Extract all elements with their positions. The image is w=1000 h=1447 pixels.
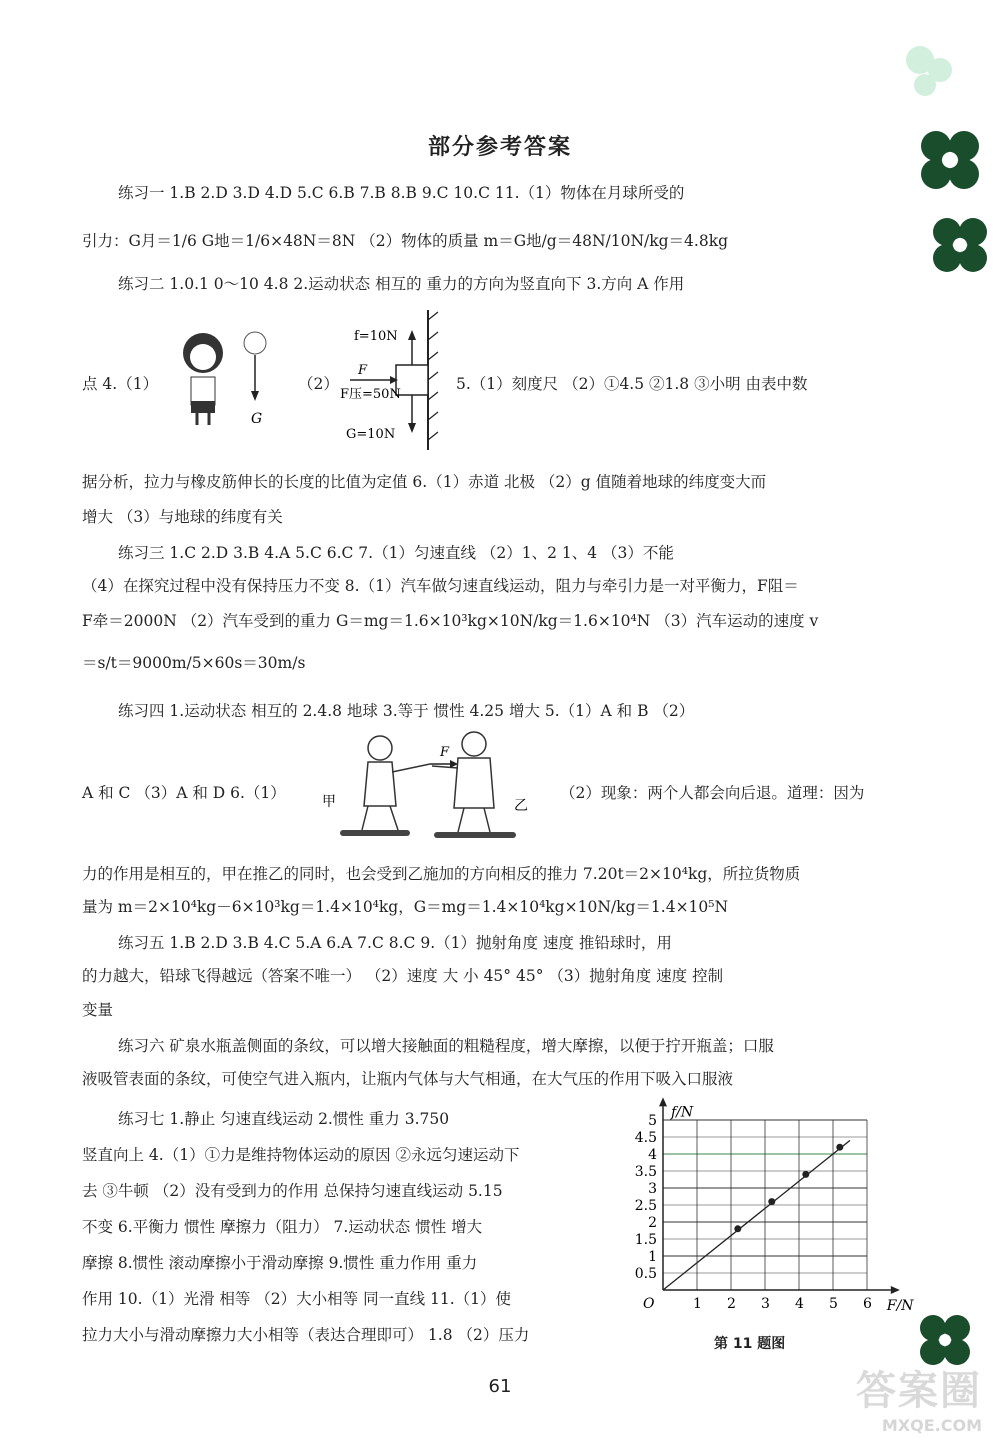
data-point — [836, 1144, 843, 1151]
x-tick-label: 3 — [761, 1296, 770, 1312]
x-tick-label: 2 — [727, 1296, 736, 1312]
friction-label: f=10N — [354, 329, 398, 344]
friction-force-chart — [625, 1100, 914, 1325]
answer-line: （2） — [298, 375, 339, 393]
answer-line: 竖直向上 4.（1）①力是维持物体运动的原因 ②永远匀速运动下 — [82, 1146, 520, 1164]
answer-line: 的力越大，铅球飞得越远（答案不唯一） （2）速度 大 小 45° 45° （3）抛射角度 速度 控制 — [82, 967, 724, 985]
x-tick-label: 1 — [693, 1296, 702, 1312]
answer-line: ＝s/t＝9000m/5×60s＝30m/s — [82, 654, 306, 672]
answer-line: 点 4.（1） — [82, 375, 159, 393]
x-axis-label: F/N — [886, 1298, 914, 1314]
answer-line: 5.（1）刻度尺 （2）①4.5 ②1.8 ③小明 由表中数 — [456, 375, 808, 393]
answer-line: 据分析，拉力与橡皮筋伸长的长度的比值为定值 6.（1）赤道 北极 （2）g 值随着地球的纬度变大而 — [82, 473, 767, 491]
fit-line — [663, 1140, 850, 1290]
x-tick-label: 5 — [829, 1296, 838, 1312]
answer-line: 练习五 1.B 2.D 3.B 4.C 5.A 6.A 7.C 8.C 9.（1）抛射角度 速度 推铅球时，用 — [118, 934, 672, 952]
x-tick-label: 4 — [795, 1296, 804, 1312]
y-tick-label: 1.5 — [634, 1232, 657, 1248]
answer-line: 摩擦 8.惯性 滚动摩擦小于滑动摩擦 9.惯性 重力作用 重力 — [82, 1254, 478, 1272]
page-number: 61 — [488, 1376, 512, 1397]
push-force-label: F — [440, 745, 450, 760]
answer-line: 练习六 矿泉水瓶盖侧面的条纹，可以增大接触面的粗糙程度，增大摩擦，以便于拧开瓶盖；口服 — [118, 1037, 774, 1055]
watermark-main: 答案圈 — [856, 1368, 982, 1414]
answer-line: 练习二 1.0.1 0～10 4.8 2.运动状态 相互的 重力的方向为竖直向下 3.方向 A 作用 — [118, 275, 685, 293]
y-tick-label: 5 — [648, 1113, 657, 1129]
skateboard-push-figure — [318, 728, 528, 846]
x-axis-arrow — [891, 1286, 900, 1294]
data-point — [802, 1171, 809, 1178]
block-wall-force-diagram — [340, 310, 450, 455]
answer-line: 引力：G月＝1/6 G地＝1/6×48N＝8N （2）物体的质量 m＝G地/g＝48N/10N/kg＝4.8kg — [82, 232, 729, 250]
watermark — [856, 1359, 982, 1435]
x-tick-label: 6 — [863, 1296, 872, 1312]
answer-line: 不变 6.平衡力 惯性 摩擦力（阻力） 7.运动状态 惯性 增大 — [82, 1218, 483, 1236]
y-tick-label: 0.5 — [634, 1266, 657, 1282]
answer-line: A 和 C （3）A 和 D 6.（1） — [82, 784, 286, 802]
answer-line: 去 ③牛顿 （2）没有受到力的作用 总保持匀速直线运动 5.15 — [82, 1182, 503, 1200]
answer-line: 练习四 1.运动状态 相互的 2.4.8 地球 3.等于 惯性 4.25 增大 5.（1）A 和 B （2） — [118, 702, 695, 720]
answer-line: 增大 （3）与地球的纬度有关 — [82, 508, 283, 526]
y-tick-label: 3.5 — [634, 1164, 657, 1180]
y-tick-label: 1 — [648, 1249, 657, 1265]
weight-label: G=10N — [346, 427, 396, 442]
data-point — [734, 1225, 741, 1232]
y-axis-arrow — [659, 1097, 667, 1106]
answer-line: 练习七 1.静止 匀速直线运动 2.惯性 重力 3.750 — [118, 1110, 450, 1128]
y-tick-label: 4 — [648, 1147, 657, 1163]
person-yi-label: 乙 — [514, 798, 528, 814]
person-jia-label: 甲 — [322, 794, 336, 810]
force-label: F — [358, 363, 368, 378]
data-point — [768, 1198, 775, 1205]
y-tick-label: 3 — [648, 1181, 657, 1197]
origin-label: O — [643, 1296, 655, 1312]
watermark-sub: MXQE.COM — [881, 1416, 982, 1435]
answer-line: 作用 10.（1）光滑 相等 （2）大小相等 同一直线 11.（1）使 — [82, 1290, 512, 1308]
child-gravity-figure — [175, 325, 280, 435]
answer-line: 练习三 1.C 2.D 3.B 4.A 5.C 6.C 7.（1）匀速直线 （2）1、2 1、4 （3）不能 — [118, 544, 674, 562]
pressure-label: F压=50N — [340, 387, 401, 402]
answer-line: 练习一 1.B 2.D 3.D 4.D 5.C 6.B 7.B 8.B 9.C 10.C 11.（1）物体在月球所受的 — [118, 184, 685, 202]
answer-line: 液吸管表面的条纹，可使空气进入瓶内，让瓶内气体与大气相通，在大气压的作用下吸入口服液 — [82, 1070, 734, 1088]
y-axis-label: f/N — [671, 1104, 694, 1121]
answer-line: （2）现象：两个人都会向后退。道理：因为 — [560, 784, 865, 802]
answer-line: 量为 m＝2×10⁴kg－6×10³kg＝1.4×10⁴kg，G＝mg＝1.4×10⁴kg×10N/kg＝1.4×10⁵N — [82, 898, 729, 916]
answer-line: （4）在探究过程中没有保持压力不变 8.（1）汽车做匀速直线运动，阻力与牵引力是一对平衡力，F阻＝ — [82, 577, 799, 595]
y-tick-label: 2 — [648, 1215, 657, 1231]
y-tick-label: 4.5 — [634, 1130, 657, 1146]
figure-caption: 第 11 题图 — [714, 1336, 786, 1352]
answer-line: 拉力大小与滑动摩擦力大小相等（表达合理即可） 1.8 （2）压力 — [82, 1326, 530, 1344]
answer-line: F牵＝2000N （2）汽车受到的重力 G＝mg＝1.6×10³kg×10N/kg＝1.6×10⁴N （3）汽车运动的速度 v — [82, 612, 819, 630]
y-tick-label: 2.5 — [634, 1198, 657, 1214]
gravity-label: G — [251, 411, 263, 427]
answer-line: 变量 — [82, 1001, 114, 1019]
answer-line: 力的作用是相互的，甲在推乙的同时，也会受到乙施加的方向相反的推力 7.20t＝2×10⁴kg，所拉货物质 — [82, 865, 801, 883]
page-title: 部分参考答案 — [427, 135, 572, 160]
